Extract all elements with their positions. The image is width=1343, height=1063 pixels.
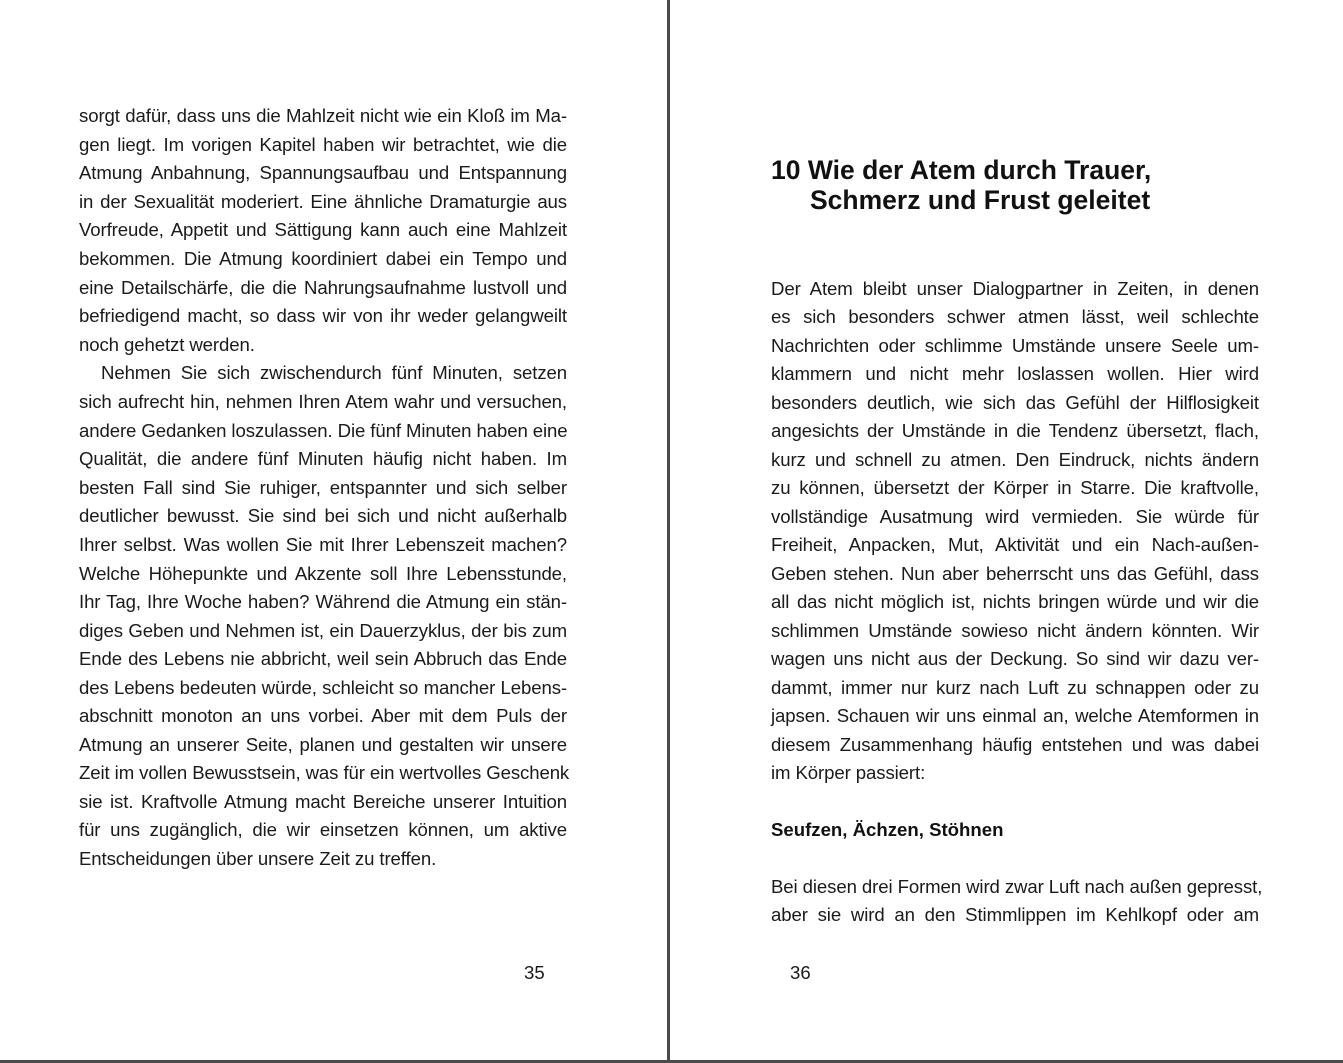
text-line: Ende des Lebens nie abbricht, weil sein Abbruch das Ende (79, 648, 567, 669)
text-line: Nehmen Sie sich zwischendurch fünf Minuten, setzen (101, 362, 567, 383)
text-line: Vorfreude, Appetit und Sättigung kann auch eine Mahlzeit (79, 219, 567, 240)
text-line: Entscheidungen über unsere Zeit zu treffen. (79, 848, 437, 869)
text-line: Atmung an unserer Seite, planen und gestalten wir unsere (79, 734, 567, 755)
text-line: sie ist. Kraftvolle Atmung macht Bereiche unserer Intuition (79, 791, 567, 812)
chapter-title-line: 10 Wie der Atem durch Trauer, (771, 155, 1152, 185)
text-line: aber sie wird an den Stimmlippen im Kehlkopf oder am (771, 904, 1259, 925)
left-page (0, 0, 667, 1060)
text-line: Der Atem bleibt unser Dialogpartner in Zeiten, in denen (771, 278, 1259, 299)
text-line: für uns zugänglich, die wir einsetzen können, um aktive (79, 819, 567, 840)
text-line: abschnitt monoton an uns vorbei. Aber mit dem Puls der (79, 705, 567, 726)
text-line: Welche Höhepunkte und Akzente soll Ihre Lebensstunde, (79, 563, 567, 584)
section-heading: Seufzen, Ächzen, Stöhnen (771, 819, 1004, 840)
text-line: Ihr Tag, Ihre Woche haben? Während die Atmung ein stän- (79, 591, 567, 612)
text-line: vollständige Ausatmung wird vermieden. Sie würde für (771, 506, 1259, 527)
text-line: kurz und schnell zu atmen. Den Eindruck, nichts ändern (771, 449, 1259, 470)
text-line: Geben stehen. Nun aber beherrscht uns das Gefühl, dass (771, 563, 1259, 584)
text-line: es sich besonders schwer atmen lässt, weil schlechte (771, 306, 1259, 327)
text-line: diesem Zusammenhang häufig entstehen und was dabei (771, 734, 1259, 755)
chapter-title-line: Schmerz und Frust geleitet (810, 185, 1151, 215)
text-line: im Körper passiert: (771, 762, 926, 783)
text-line: befriedigend macht, so dass wir von ihr weder gelangweilt (79, 305, 567, 326)
text-line: bekommen. Die Atmung koordiniert dabei ein Tempo und (79, 248, 567, 269)
text-line: besten Fall sind Sie ruhiger, entspannter und sich selber (79, 477, 567, 498)
chapter-title (771, 155, 1291, 215)
text-line: des Lebens bedeuten würde, schleicht so mancher Lebens- (79, 677, 567, 698)
text-line: Qualität, die andere fünf Minuten häufig nicht haben. Im (79, 448, 567, 469)
text-line: besonders deutlich, wie sich das Gefühl der Hilflosigkeit (771, 392, 1259, 413)
right-page (670, 0, 1343, 1060)
text-line: wagen uns nicht aus der Deckung. So sind wir dazu ver- (771, 648, 1259, 669)
text-line: Nachrichten oder schlimme Umstände unsere Seele um- (771, 335, 1259, 356)
text-line: andere Gedanken loszulassen. Die fünf Minuten haben eine (79, 420, 568, 441)
text-line: gen liegt. Im vorigen Kapitel haben wir betrachtet, wie die (79, 134, 567, 155)
text-line: diges Geben und Nehmen ist, ein Dauerzyklus, der bis zum (79, 620, 567, 641)
text-line: Bei diesen drei Formen wird zwar Luft nach außen gepresst, (771, 876, 1263, 897)
text-line: angesichts der Umstände in die Tendenz übersetzt, flach, (771, 420, 1259, 441)
text-line: in der Sexualität moderiert. Eine ähnliche Dramaturgie aus (79, 191, 567, 212)
text-line: sich aufrecht hin, nehmen Ihren Atem wahr und versuchen, (79, 391, 567, 412)
text-line: noch gehetzt werden. (79, 334, 255, 355)
text-line: dammt, immer nur kurz nach Luft zu schnappen oder zu (771, 677, 1259, 698)
text-line: Atmung Anbahnung, Spannungsaufbau und Entspannung (79, 162, 567, 183)
text-line: zu können, übersetzt der Körper in Starre. Die kraftvolle, (771, 477, 1259, 498)
text-line: Ihrer selbst. Was wollen Sie mit Ihrer Lebenszeit machen? (79, 534, 567, 555)
text-line: eine Detailschärfe, die die Nahrungsaufnahme lustvoll und (79, 277, 567, 298)
text-line: Freiheit, Anpacken, Mut, Aktivität und ein Nach-außen- (771, 534, 1259, 555)
text-line: japsen. Schauen wir uns einmal an, welche Atemformen in (771, 705, 1259, 726)
text-line: schlimmen Umstände sowieso nicht ändern könnten. Wir (771, 620, 1259, 641)
text-line: Zeit im vollen Bewusstsein, was für ein wertvolles Geschenk (79, 762, 570, 783)
text-line: all das nicht möglich ist, nichts bringen würde und wir die (771, 591, 1259, 612)
text-line: deutlicher bewusst. Sie sind bei sich und nicht außerhalb (79, 505, 567, 526)
text-line: klammern und nicht mehr loslassen wollen. Hier wird (771, 363, 1259, 384)
page-number: 36 (790, 962, 811, 983)
text-line: sorgt dafür, dass uns die Mahlzeit nicht wie ein Kloß im Ma- (79, 105, 567, 126)
page-number: 35 (524, 962, 545, 983)
